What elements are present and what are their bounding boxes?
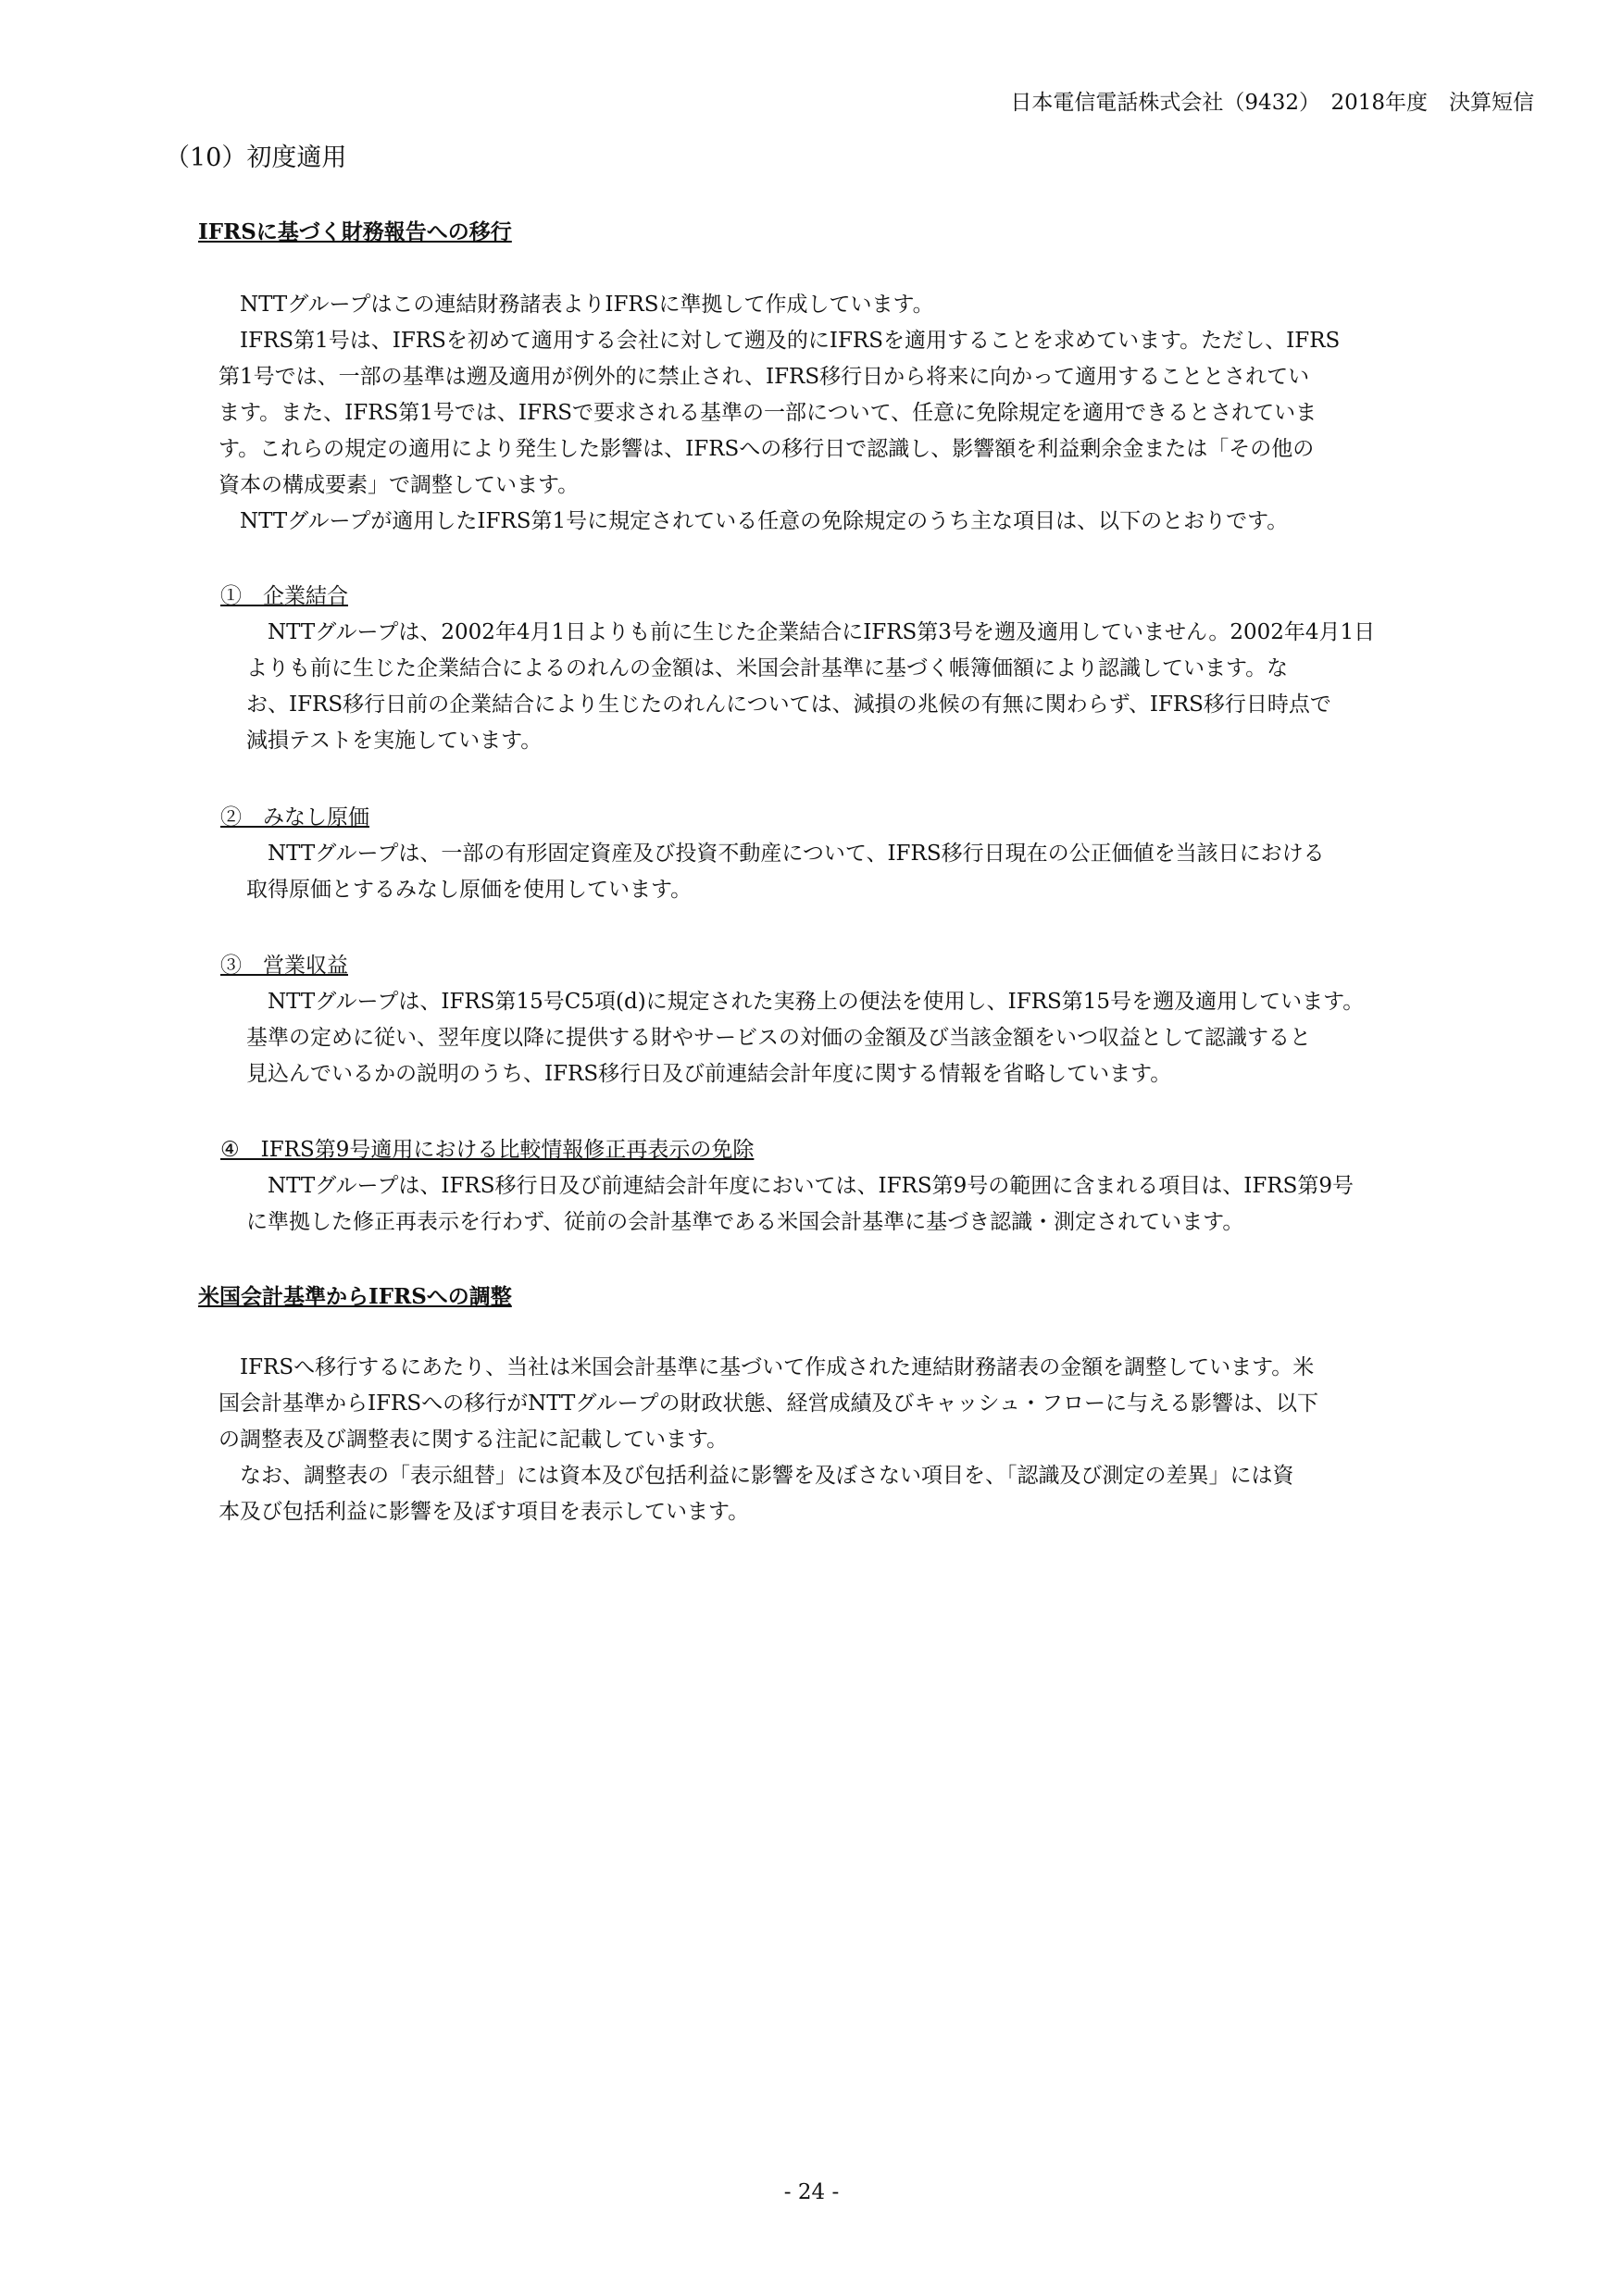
item-heading-business-combination: ① 企業結合 <box>220 584 348 608</box>
paragraph-line: 基準の定めに従い、翌年度以降に提供する財やサービスの対価の金額及び当該金額をいつ収益として認識すると <box>246 1026 1311 1050</box>
document-header: 日本電信電話株式会社（9432） 2018年度 決算短信 <box>1010 91 1534 115</box>
paragraph-line: 減損テストを実施しています。 <box>246 729 543 753</box>
item-heading-deemed-cost: ② みなし原価 <box>220 805 369 830</box>
paragraph-line: よりも前に生じた企業結合によるのれんの金額は、米国会計基準に基づく帳簿価額により認識しています。な <box>246 656 1289 680</box>
paragraph-line: ます。また、IFRS第1号では、IFRSで要求される基準の一部について、任意に免除規定を適用できるとされていま <box>218 401 1317 425</box>
section-title: （10）初度適用 <box>165 144 347 172</box>
paragraph-line: NTTグループはこの連結財務諸表よりIFRSに準拠して作成しています。 <box>218 293 934 317</box>
item-heading-operating-revenue: ③ 営業収益 <box>220 954 348 978</box>
paragraph-line: IFRSへ移行するにあたり、当社は米国会計基準に基づいて作成された連結財務諸表の金額を調整しています。米 <box>218 1355 1315 1379</box>
paragraph-line: NTTグループは、IFRS移行日及び前連結会計年度においては、IFRS第9号の範囲に含まれる項目は、IFRS第9号 <box>246 1174 1355 1198</box>
paragraph-line: NTTグループは、IFRS第15号C5項(d)に規定された実務上の便法を使用し、IFRS第15号を遡及適用しています。 <box>246 990 1365 1014</box>
paragraph-line: IFRS第1号は、IFRSを初めて適用する会社に対して遡及的にIFRSを適用することを求めています。ただし、IFRS <box>218 329 1341 353</box>
paragraph-line: 見込んでいるかの説明のうち、IFRS移行日及び前連結会計年度に関する情報を省略しています。 <box>246 1062 1172 1086</box>
paragraph-line: の調整表及び調整表に関する注記に記載しています。 <box>218 1428 729 1452</box>
exemption-intro-paragraph <box>218 504 1464 540</box>
paragraph-line: す。これらの規定の適用により発生した影響は、IFRSへの移行日で認識し、影響額を利益剰余金または「その他の <box>218 437 1315 461</box>
item-body-deemed-cost <box>246 836 1464 908</box>
paragraph-line: 取得原価とするみなし原価を使用しています。 <box>246 878 693 902</box>
paragraph-line: お、IFRS移行日前の企業結合により生じたのれんについては、減損の兆候の有無に関わらず、IFRS移行日時点で <box>246 693 1331 717</box>
paragraph-line: NTTグループは、一部の有形固定資産及び投資不動産について、IFRS移行日現在の公正価値を当該日における <box>246 842 1325 866</box>
reconciliation-paragraph <box>218 1350 1464 1458</box>
paragraph-line: なお、調整表の「表示組替」には資本及び包括利益に影響を及ぼさない項目を、「認識及び測定の差異」には資 <box>218 1464 1294 1488</box>
paragraph-line: 資本の構成要素」で調整しています。 <box>218 473 580 497</box>
reconciliation-note-paragraph <box>218 1458 1464 1530</box>
page-number: - 24 - <box>783 2180 840 2204</box>
intro-paragraph <box>218 287 1464 323</box>
paragraph-line: 国会計基準からIFRSへの移行がNTTグループの財政状態、経営成績及びキャッシュ・フローに与える影響は、以下 <box>218 1391 1319 1416</box>
item-body-operating-revenue <box>246 984 1464 1092</box>
item-body-ifrs9-exemption <box>246 1168 1464 1241</box>
item-heading-ifrs9-exemption: ④ IFRS第9号適用における比較情報修正再表示の免除 <box>220 1138 755 1162</box>
reconciliation-heading: 米国会計基準からIFRSへの調整 <box>198 1284 512 1309</box>
paragraph-line: NTTグループは、2002年4月1日よりも前に生じた企業結合にIFRS第3号を遡及適用していません。2002年4月1日 <box>246 620 1376 644</box>
item-body-business-combination <box>246 615 1464 759</box>
ifrs1-paragraph <box>218 323 1464 504</box>
paragraph-line: 第1号では、一部の基準は遡及適用が例外的に禁止され、IFRS移行日から将来に向かって適用することとされてい <box>218 365 1310 389</box>
ifrs-transition-heading: IFRSに基づく財務報告への移行 <box>198 219 512 244</box>
paragraph-line: 本及び包括利益に影響を及ぼす項目を表示しています。 <box>218 1500 750 1524</box>
paragraph-line: に準拠した修正再表示を行わず、従前の会計基準である米国会計基準に基づき認識・測定されています。 <box>246 1210 1244 1234</box>
paragraph-line: NTTグループが適用したIFRS第1号に規定されている任意の免除規定のうち主な項目は、以下のとおりです。 <box>218 509 1289 533</box>
